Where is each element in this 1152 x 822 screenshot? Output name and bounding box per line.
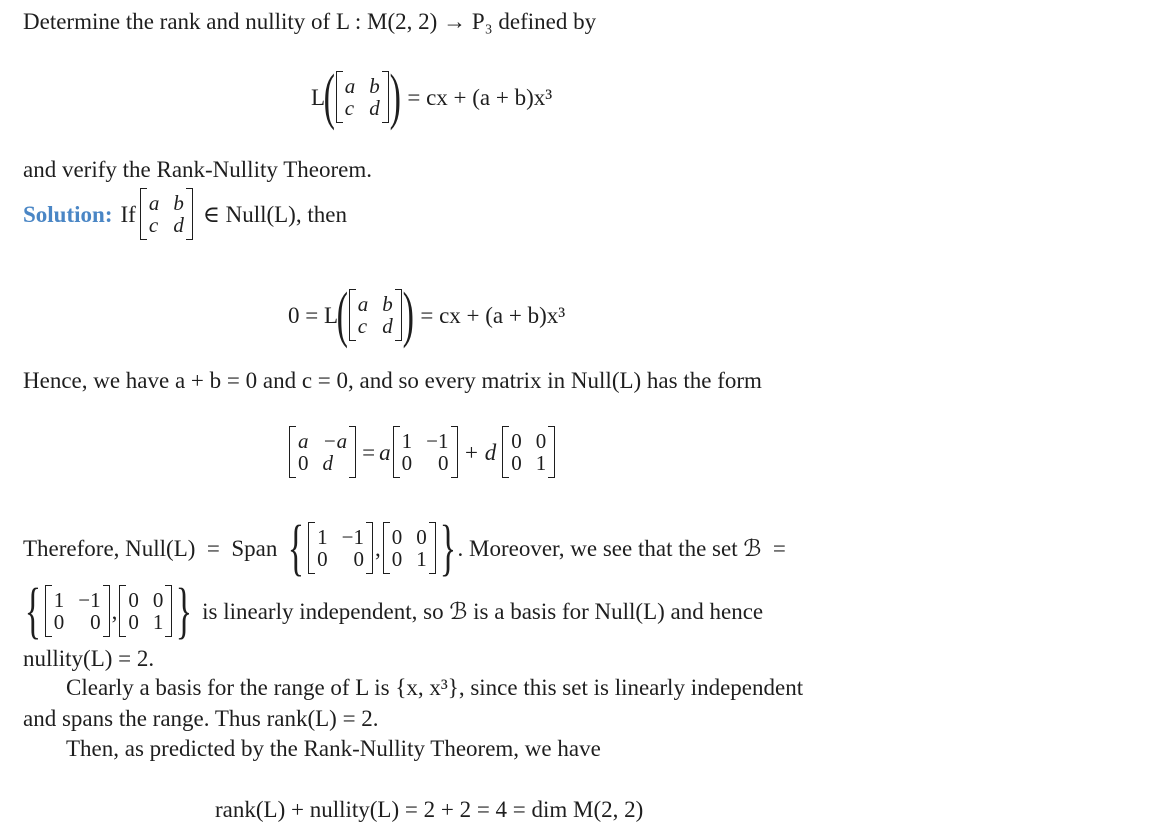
range-line-2: and spans the range. Thus rank(L) = 2. (23, 706, 379, 731)
solution-intro (23, 190, 347, 238)
basis-matrix-2: 0 0 0 1 (502, 428, 555, 476)
basis-matrix-2: 0 0 0 1 (383, 524, 436, 572)
comma: , (111, 598, 118, 624)
null-equation (288, 281, 566, 349)
comma: , (375, 535, 381, 561)
then-line: Then, as predicted by the Rank-Nullity Theorem, we have (66, 736, 601, 761)
left-paren: ( (336, 281, 349, 349)
independent-line (23, 577, 764, 645)
basis-matrix-1: 1 −1 0 0 (45, 587, 110, 635)
range-line-1: Clearly a basis for the range of L is {x, x³}, since this set is linearly independent (66, 675, 804, 700)
right-paren: ) (389, 63, 401, 131)
plus-d: + d (463, 439, 497, 465)
therefore-text: Therefore, Null(L) = Span (23, 535, 278, 561)
therefore-line (23, 514, 786, 582)
nullity-line: nullity(L) = 2. (23, 646, 155, 671)
hence-line: Hence, we have a + b = 0 and c = 0, and so every matrix in Null(L) has the form (23, 368, 762, 393)
matrix-abcd: a b c d (349, 291, 402, 339)
right-paren: ) (402, 281, 414, 349)
matrix-abcd: a b c d (336, 73, 389, 121)
problem-statement: Determine the rank and nullity of L : M(2, 2) → P₃ defined by (23, 9, 597, 34)
solution-label: Solution: (23, 201, 113, 227)
if-word: If (120, 201, 136, 227)
map-rhs: = cx + (a + b)x³ (407, 84, 553, 110)
general-form-equation (287, 428, 557, 476)
final-equation: rank(L) + nullity(L) = 2 + 2 = 4 = dim M(2, 2) (215, 797, 644, 822)
right-brace: } (176, 577, 193, 645)
general-matrix: a −a 0 d (289, 428, 356, 476)
eq-rhs: = cx + (a + b)x³ (420, 302, 566, 328)
verify-line: and verify the Rank-Nullity Theorem. (23, 157, 372, 182)
in-null-text: ∈ Null(L), then (202, 201, 347, 227)
map-name: L (311, 84, 326, 110)
matrix-abcd: a b c d (140, 190, 193, 238)
map-definition (311, 63, 553, 131)
left-brace: { (24, 577, 42, 645)
independent-text: is linearly independent, so ℬ is a basis for Null(L) and hence (202, 598, 764, 624)
left-brace: { (288, 514, 305, 582)
eq-sign: = (362, 439, 376, 465)
basis-matrix-1: 1 −1 0 0 (308, 524, 373, 572)
left-paren: ( (323, 63, 336, 131)
basis-matrix-1: 1 −1 0 0 (393, 428, 458, 476)
basis-matrix-2: 0 0 0 1 (119, 587, 172, 635)
moreover-text: . Moreover, we see that the set ℬ = (457, 535, 786, 561)
right-brace: } (439, 514, 456, 582)
eq-lhs: 0 = L (288, 302, 339, 328)
coef-a: a (379, 439, 391, 465)
